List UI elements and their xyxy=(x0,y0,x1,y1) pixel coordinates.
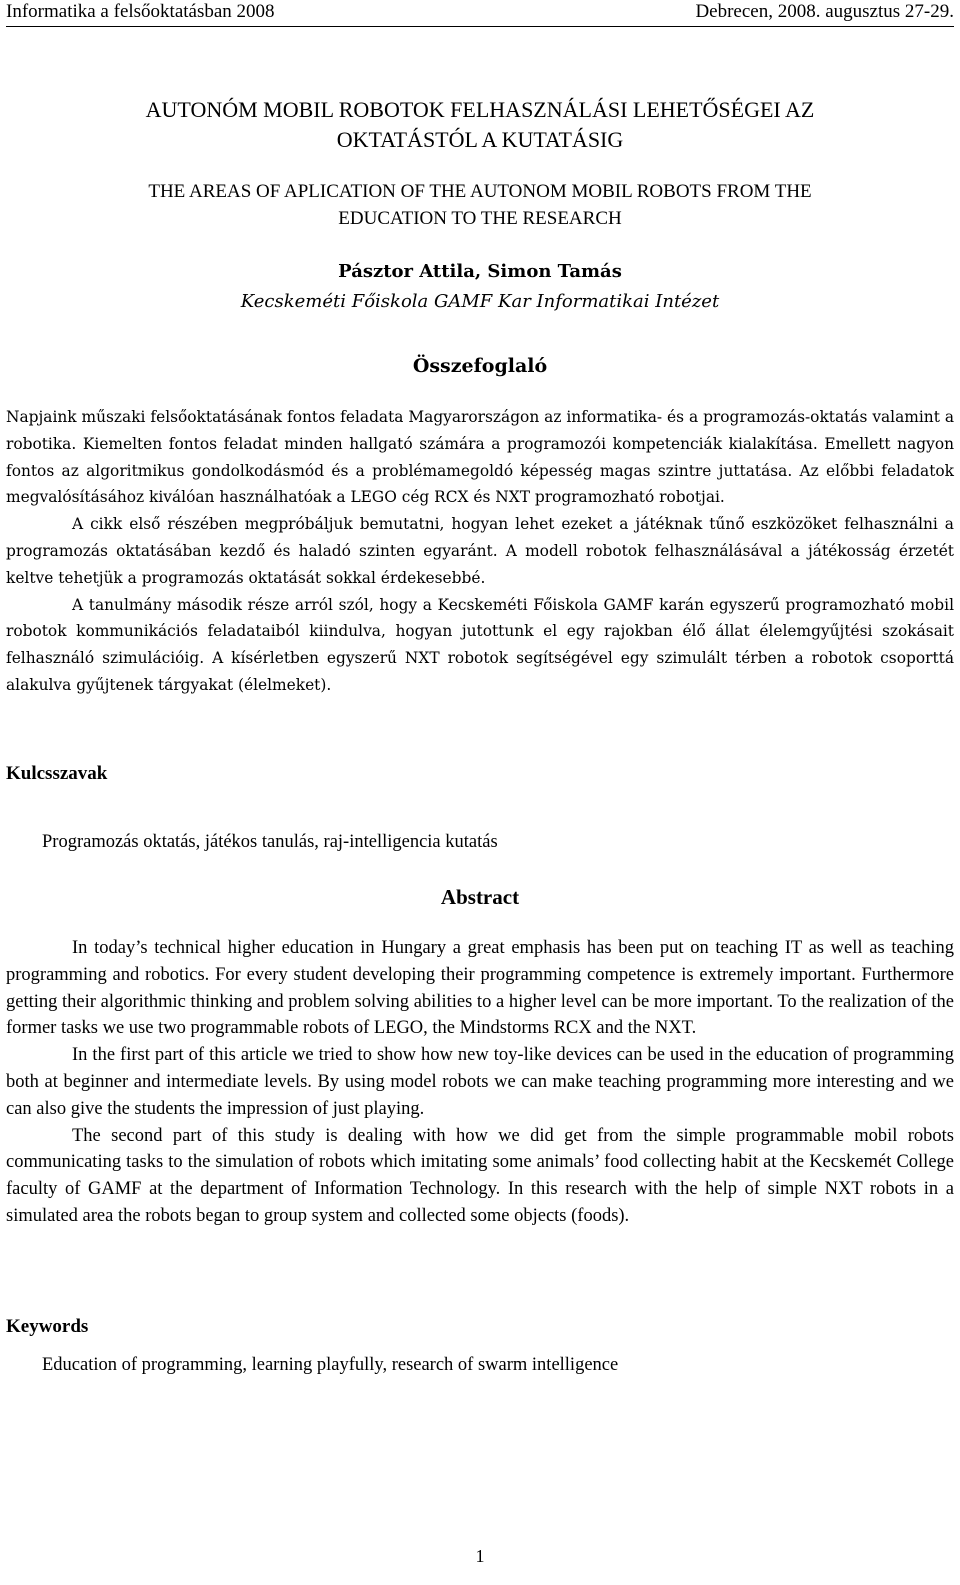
summary-heading: Összefoglaló xyxy=(412,355,548,377)
summary-body xyxy=(6,404,954,699)
abstract-paragraph: In the first part of this article we tried to show how new toy-like devices can be used in the education of programming both at beginner and intermediate levels. By using model robots we can make teaching programming more interesting and we can also give the students the impression of just playing. xyxy=(6,1045,954,1119)
affiliation: Kecskeméti Főiskola GAMF Kar Informatikai Intézet xyxy=(240,291,720,312)
keywords-en-text: Education of programming, learning playfully, research of swarm intelligence xyxy=(42,1355,619,1375)
abstract-heading: Abstract xyxy=(440,885,520,909)
summary-paragraph: Napjaink műszaki felsőoktatásának fontos feladata Magyarországon az informatika- és a programozás-oktatás valamint a robotika. Kiemelten fontos feladat minden hallgató számára a programozói kompetenciák kialakítása. Emellett nagyon fontos az algoritmikus gondolkodásmód és a problémamegoldó képesség magas szintre juttatása. Az előbbi feladatok megvalósításához kiválóan használhatóak a LEGO cég RCX és NXT programozható robotjai. xyxy=(6,408,954,507)
title-hu-line1: AUTONÓM MOBIL ROBOTOK FELHASZNÁLÁSI LEHETŐSÉGEI AZ xyxy=(145,97,815,122)
abstract-paragraph: The second part of this study is dealing with how we did get from the simple programmable mobil robots communicating tasks to the simulation of robots which imitating some animals’ food collecting habit at the Kecskemét College faculty of GAMF at the department of Information Technology. In this research with the help of simple NXT robots in a simulated area the robots began to group system and collected some objects (foods). xyxy=(6,1125,954,1226)
running-header xyxy=(6,0,954,27)
keywords-hu-text: Programozás oktatás, játékos tanulás, raj-intelligencia kutatás xyxy=(42,832,498,852)
title-en-line1: THE AREAS OF APLICATION OF THE AUTONOM MOBIL ROBOTS FROM THE xyxy=(148,181,812,202)
summary-paragraph: A cikk első részében megpróbáljuk bemutatni, hogyan lehet ezeket a játéknak tűnő eszközöket felhasználni a programozás oktatásában kezdő és haladó szinten egyaránt. A modell robotok felhasználásával a játékosság érzetét keltve tehetjük a programozás oktatását sokkal érdekesebbé. xyxy=(6,515,954,587)
header-conference: Informatika a felsőoktatásban 2008 xyxy=(6,1,275,22)
header-place-date: Debrecen, 2008. augusztus 27-29. xyxy=(695,1,954,22)
keywords-hu-heading: Kulcsszavak xyxy=(6,763,108,784)
summary-paragraph: A tanulmány második része arról szól, hogy a Kecskeméti Főiskola GAMF karán egyszerű programozható mobil robotok kommunikációs feladataiból kiindulva, hogyan jutottunk el egy rajokban élő állat élelemgyűjtési szokásait felhasználó szimulációig. A kísérletben egyszerű NXT robotok segítségével egy szimulált térben a robotok csoporttá alakulva gyűjtenek tárgyakat (élelmeket). xyxy=(6,595,954,694)
abstract-body xyxy=(6,935,954,1230)
title-hu-line2: OKTATÁSTÓL A KUTATÁSIG xyxy=(336,127,624,152)
authors: Pásztor Attila, Simon Tamás xyxy=(338,261,622,282)
title-english xyxy=(6,178,954,232)
abstract-paragraph: In today’s technical higher education in Hungary a great emphasis has been put on teaching IT as well as teaching programming and robotics. For every student developing their programming competence is extremely important. Furthermore getting their algorithmic thinking and problem solving abilities to a higher level can be more important. To the realization of the former tasks we use two programmable robots of LEGO, the Mindstorms RCX and the NXT. xyxy=(6,938,954,1039)
keywords-en-heading: Keywords xyxy=(6,1316,89,1337)
title-en-line2: EDUCATION TO THE RESEARCH xyxy=(338,208,622,229)
title-hungarian xyxy=(6,95,954,155)
page-number: 1 xyxy=(475,1546,485,1566)
